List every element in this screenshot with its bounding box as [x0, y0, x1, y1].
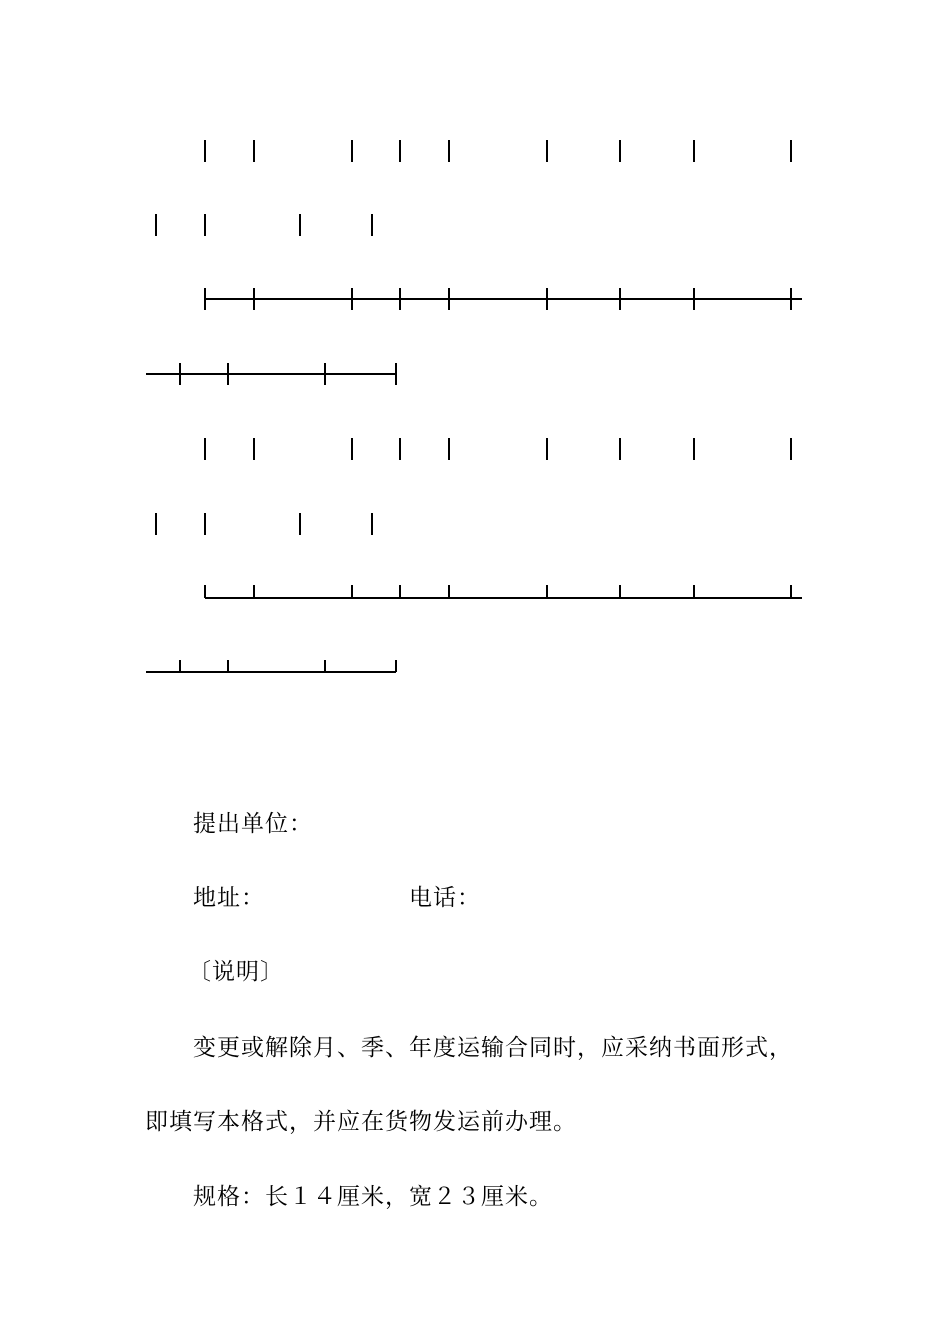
- table-row-1-bars: [205, 140, 791, 162]
- table-row-1b-bars: [156, 214, 372, 236]
- notes-heading: 〔说明〕: [188, 959, 284, 985]
- phone-label: 电话：: [409, 885, 481, 911]
- notes-paragraph-line2: 即填写本格式，并应在货物发运前办理。: [145, 1109, 577, 1135]
- notes-paragraph-line1: 变更或解除月、季、年度运输合同时，应采纳书面形式，: [193, 1035, 793, 1061]
- submitting-unit-label: 提出单位：: [193, 811, 313, 837]
- table-row-2b-bars: [156, 513, 372, 535]
- spec-line: 规格：长１４厘米，宽２３厘米。: [193, 1184, 553, 1210]
- address-label: 地址：: [193, 885, 265, 911]
- table-bottom-border: [146, 585, 802, 672]
- table-row-2-bars: [205, 438, 791, 460]
- table-middle-separator: [146, 288, 802, 385]
